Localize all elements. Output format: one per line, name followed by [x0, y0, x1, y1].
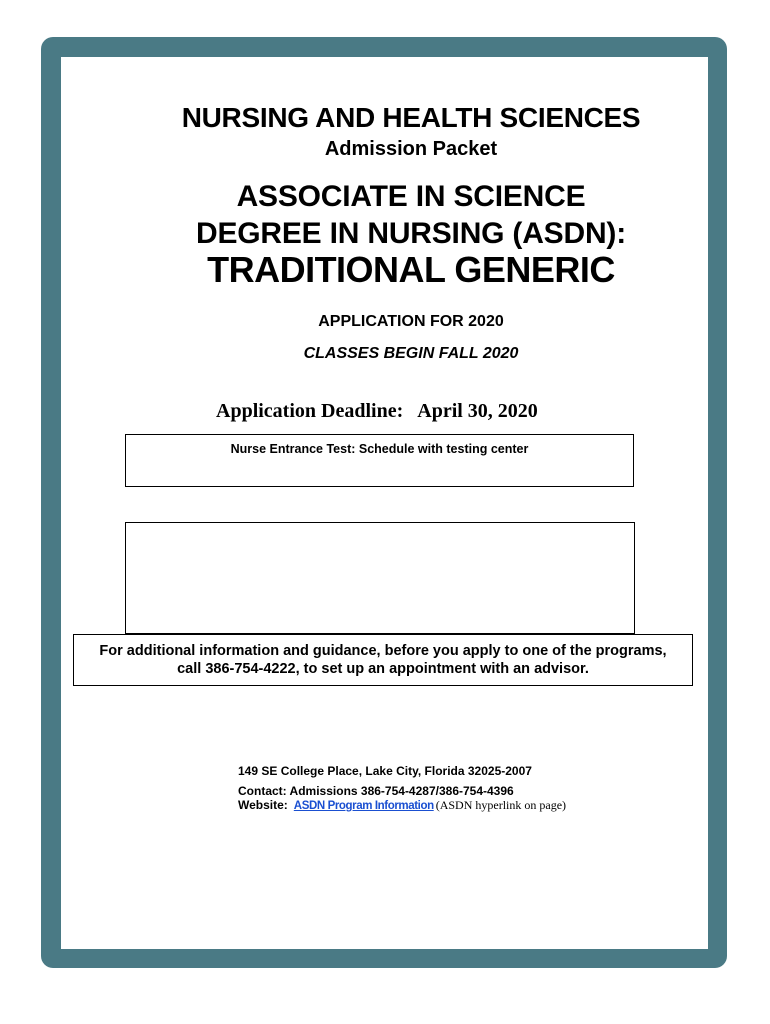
- website-line: [238, 798, 566, 813]
- college-address: 149 SE College Place, Lake City, Florida 32025-2007: [238, 764, 532, 778]
- empty-info-box: [125, 522, 635, 634]
- asdn-program-link[interactable]: ASDN Program Information: [293, 800, 434, 812]
- classes-begin: CLASSES BEGIN FALL 2020: [303, 345, 519, 362]
- degree-title-line-1: ASSOCIATE IN SCIENCE: [236, 180, 586, 213]
- document-subtitle: Admission Packet: [324, 138, 498, 160]
- website-label: Website:: [238, 798, 288, 812]
- admissions-contact: Contact: Admissions 386-754-4287/386-754-4396: [238, 784, 514, 798]
- advisor-info-line-2: call 386-754-4222, to set up an appointment with an advisor.: [177, 661, 589, 677]
- website-note: (ASDN hyperlink on page): [435, 798, 567, 812]
- advisor-info-line-1: For additional information and guidance, before you apply to one of the programs,: [99, 643, 667, 659]
- degree-track-title: TRADITIONAL GENERIC: [207, 249, 615, 290]
- application-year: APPLICATION FOR 2020: [318, 313, 504, 330]
- deadline-label: Application Deadline:: [216, 400, 404, 422]
- document-title: NURSING AND HEALTH SCIENCES: [181, 102, 641, 133]
- advisor-info-text: [73, 642, 693, 678]
- deadline-date: April 30, 2020: [417, 400, 538, 422]
- degree-title-line-2: DEGREE IN NURSING (ASDN):: [195, 217, 626, 250]
- entrance-test-text: Nurse Entrance Test: Schedule with testing center: [230, 442, 529, 456]
- application-deadline: [216, 400, 538, 423]
